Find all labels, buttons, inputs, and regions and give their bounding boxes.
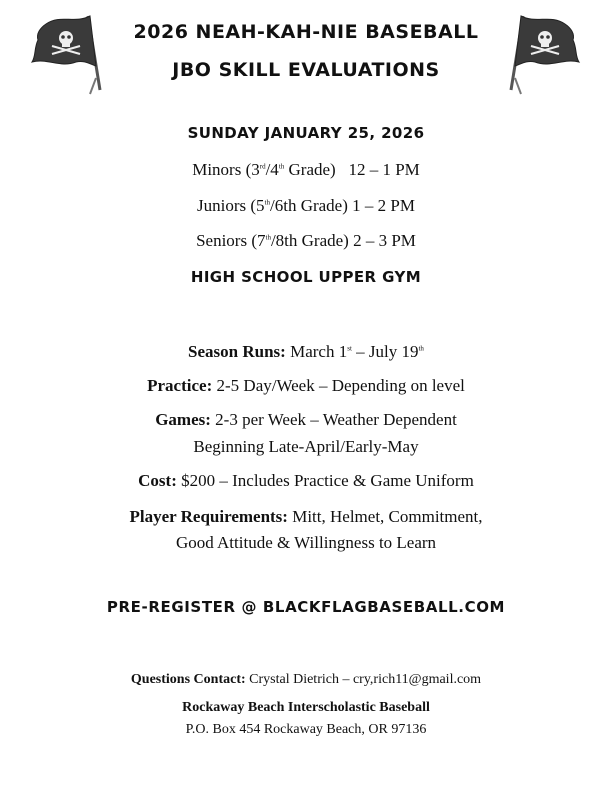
player-requirements: Player Requirements: Mitt, Helmet, Commitment,: [129, 507, 483, 526]
mailing-address: P.O. Box 454 Rockaway Beach, OR 97136: [185, 722, 427, 737]
venue: HIGH SCHOOL UPPER GYM: [190, 268, 422, 286]
event-date: SUNDAY JANUARY 25, 2026: [187, 124, 425, 142]
minors-session: Minors (3rd/4th Grade) 12 – 1 PM: [192, 160, 420, 179]
games-info-line2: Beginning Late-April/Early-May: [193, 437, 419, 456]
page-title: 2026 NEAH-KAH-NIE BASEBALL: [133, 21, 479, 43]
pre-register-link[interactable]: PRE-REGISTER @ BLACKFLAGBASEBALL.COM: [106, 598, 506, 616]
cost-info: Cost: $200 – Includes Practice & Game Uniform: [138, 471, 474, 490]
organization-name: Rockaway Beach Interscholastic Baseball: [182, 700, 430, 715]
games-info: Games: 2-3 per Week – Weather Dependent: [155, 410, 457, 429]
juniors-session: Juniors (5th/6th Grade) 1 – 2 PM: [197, 196, 415, 215]
page-subtitle: JBO SKILL EVALUATIONS: [172, 59, 440, 81]
season-runs: Season Runs: March 1st – July 19th: [188, 342, 424, 361]
questions-contact: Questions Contact: Crystal Dietrich – cry,rich11@gmail.com: [130, 672, 482, 687]
practice-info: Practice: 2-5 Day/Week – Depending on level: [147, 376, 465, 395]
player-requirements-line2: Good Attitude & Willingness to Learn: [175, 533, 437, 552]
seniors-session: Seniors (7th/8th Grade) 2 – 3 PM: [196, 231, 416, 250]
